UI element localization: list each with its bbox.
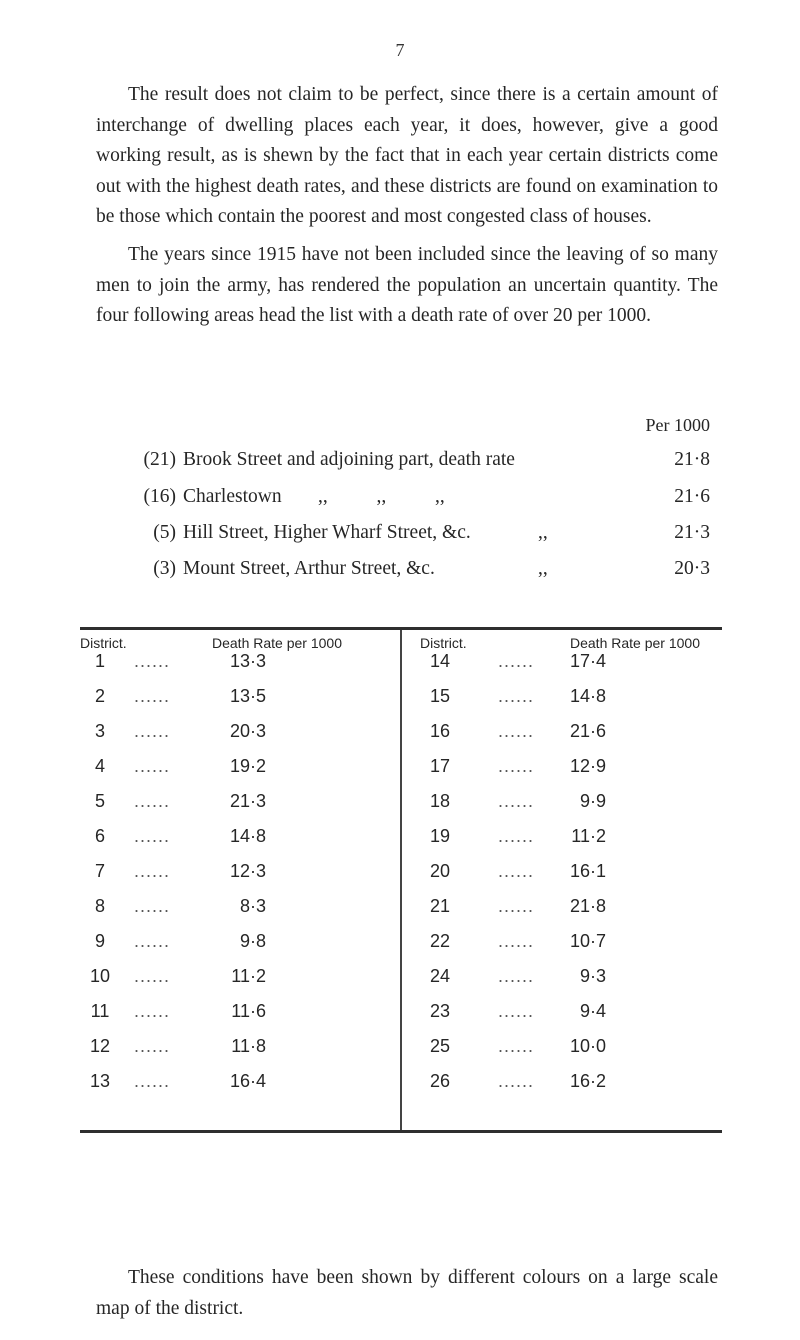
leader-dots: ......: [134, 966, 171, 986]
district-right: 16: [429, 721, 451, 741]
rate-right: 11·2: [571, 826, 606, 846]
area-code: (5): [153, 522, 176, 543]
rate-left: 13·3: [229, 651, 266, 671]
rate-right: 10·0: [569, 1036, 606, 1056]
rate-right: 21·6: [569, 721, 606, 741]
table-row: [80, 966, 722, 994]
rate-right: 10·7: [569, 931, 606, 951]
district-left: 5: [94, 791, 105, 811]
district-right: 26: [429, 1071, 451, 1091]
district-left: 13: [89, 1071, 111, 1091]
rate-left: 16·4: [229, 1071, 266, 1091]
district-right: 24: [429, 966, 451, 986]
table-row: [80, 791, 722, 819]
rate-left: 11·8: [231, 1036, 266, 1056]
page-number: 7: [395, 40, 405, 60]
district-right: 20: [429, 861, 451, 881]
ditto-marks: ,,: [538, 522, 548, 543]
district-right: 21: [429, 896, 451, 916]
rate-right: 21·8: [569, 896, 606, 916]
leader-dots: ......: [498, 931, 535, 951]
area-code: (16): [143, 486, 176, 507]
rate-left: 11·6: [231, 1001, 266, 1021]
district-right: 23: [429, 1001, 451, 1021]
district-left: 8: [94, 896, 105, 916]
rate-right: 17·4: [569, 651, 606, 671]
leader-dots: ......: [134, 861, 171, 881]
leader-dots: ......: [498, 861, 535, 881]
table-bottom-rule: [80, 1130, 722, 1133]
area-name: Charlestown: [183, 486, 282, 507]
leader-dots: ......: [134, 1001, 171, 1021]
leader-dots: ......: [134, 1036, 171, 1056]
district-right: 22: [429, 931, 451, 951]
district-left: 9: [94, 931, 105, 951]
rate-right: 9·3: [579, 966, 606, 986]
table-row: [80, 721, 722, 749]
rate-left: 20·3: [229, 721, 266, 741]
leader-dots: ......: [134, 896, 171, 916]
rate-left: 8·3: [239, 896, 266, 916]
rate-right: 12·9: [569, 756, 606, 776]
leader-dots: ......: [134, 686, 171, 706]
table-row: [80, 756, 722, 784]
area-rate: 21·8: [674, 449, 710, 470]
district-right: 14: [429, 651, 451, 671]
rate-row: [0, 522, 800, 552]
ditto-marks: ,, ,, ,,: [318, 486, 445, 507]
rate-right: 9·4: [579, 1001, 606, 1021]
leader-dots: ......: [134, 721, 171, 741]
ditto-marks: ,,: [538, 558, 548, 579]
district-left: 1: [94, 651, 105, 671]
area-code: (21): [143, 449, 176, 470]
district-left: 2: [94, 686, 105, 706]
leader-dots: ......: [498, 791, 535, 811]
leader-dots: ......: [498, 686, 535, 706]
district-left: 12: [89, 1036, 111, 1056]
table-row: [80, 896, 722, 924]
header-rate-left: Death Rate per 1000: [212, 635, 342, 651]
leader-dots: ......: [498, 1036, 535, 1056]
rate-left: 12·3: [229, 861, 266, 881]
area-name: Hill Street, Higher Wharf Street, &c.: [183, 522, 471, 543]
leader-dots: ......: [134, 826, 171, 846]
area-name: Brook Street and adjoining part, death rate: [183, 449, 515, 470]
district-right: 18: [429, 791, 451, 811]
table-row: [80, 826, 722, 854]
leader-dots: ......: [134, 1071, 171, 1091]
leader-dots: ......: [134, 651, 171, 671]
rate-row: [0, 558, 800, 588]
leader-dots: ......: [498, 826, 535, 846]
table-row: [80, 1071, 722, 1099]
rate-left: 9·8: [239, 931, 266, 951]
leader-dots: ......: [498, 1001, 535, 1021]
death-rate-table: [80, 627, 722, 1135]
area-name: Mount Street, Arthur Street, &c.: [183, 558, 435, 579]
area-rate: 21·3: [674, 522, 710, 543]
paragraph-years: The years since 1915 have not been included since the leaving of so many men to join the army, has rendered the population an uncertain quantity. The four following areas head the list with a death rate of over 20 per 1000.: [96, 244, 718, 326]
district-left: 3: [94, 721, 105, 741]
rate-left: 21·3: [229, 791, 266, 811]
district-left: 7: [94, 861, 105, 881]
rate-right: 16·1: [569, 861, 606, 881]
rate-right: 9·9: [579, 791, 606, 811]
header-district-left: District.: [80, 635, 127, 651]
table-row: [80, 861, 722, 889]
table-row: [80, 1001, 722, 1029]
header-district-right: District.: [420, 635, 467, 651]
rate-right: 14·8: [569, 686, 606, 706]
district-right: 19: [429, 826, 451, 846]
rate-left: 19·2: [229, 756, 266, 776]
leader-dots: ......: [498, 966, 535, 986]
leader-dots: ......: [498, 756, 535, 776]
rate-left: 13·5: [229, 686, 266, 706]
district-right: 15: [429, 686, 451, 706]
header-rate-right: Death Rate per 1000: [570, 635, 700, 651]
leader-dots: ......: [134, 931, 171, 951]
district-right: 25: [429, 1036, 451, 1056]
area-code: (3): [153, 558, 176, 579]
table-row: [80, 651, 722, 679]
area-rate: 20·3: [674, 558, 710, 579]
leader-dots: ......: [134, 756, 171, 776]
rate-left: 11·2: [231, 966, 266, 986]
leader-dots: ......: [134, 791, 171, 811]
district-left: 6: [94, 826, 105, 846]
rate-left: 14·8: [229, 826, 266, 846]
district-right: 17: [429, 756, 451, 776]
table-row: [80, 1036, 722, 1064]
table-row: [80, 931, 722, 959]
table-row: [80, 686, 722, 714]
district-left: 4: [94, 756, 105, 776]
rate-row: [0, 449, 800, 479]
area-rate: 21·6: [674, 486, 710, 507]
rates-header: Per 1000: [645, 415, 710, 435]
district-left: 10: [89, 966, 111, 986]
leader-dots: ......: [498, 721, 535, 741]
leader-dots: ......: [498, 651, 535, 671]
district-left: 11: [90, 1001, 110, 1021]
paragraph-result: The result does not claim to be perfect, since there is a certain amount of interchange of dwelling places each year, it does, however, give a good working result, as is shewn by the fact that in each year certain districts come out with the highest death rates, and these districts are found on examination to be those which contain the poorest and most congested class of houses.: [96, 84, 718, 227]
leader-dots: ......: [498, 896, 535, 916]
leader-dots: ......: [498, 1071, 535, 1091]
paragraph-map: These conditions have been shown by different colours on a large scale map of the district.: [96, 1267, 718, 1319]
rate-row: [0, 486, 800, 516]
rate-right: 16·2: [569, 1071, 606, 1091]
